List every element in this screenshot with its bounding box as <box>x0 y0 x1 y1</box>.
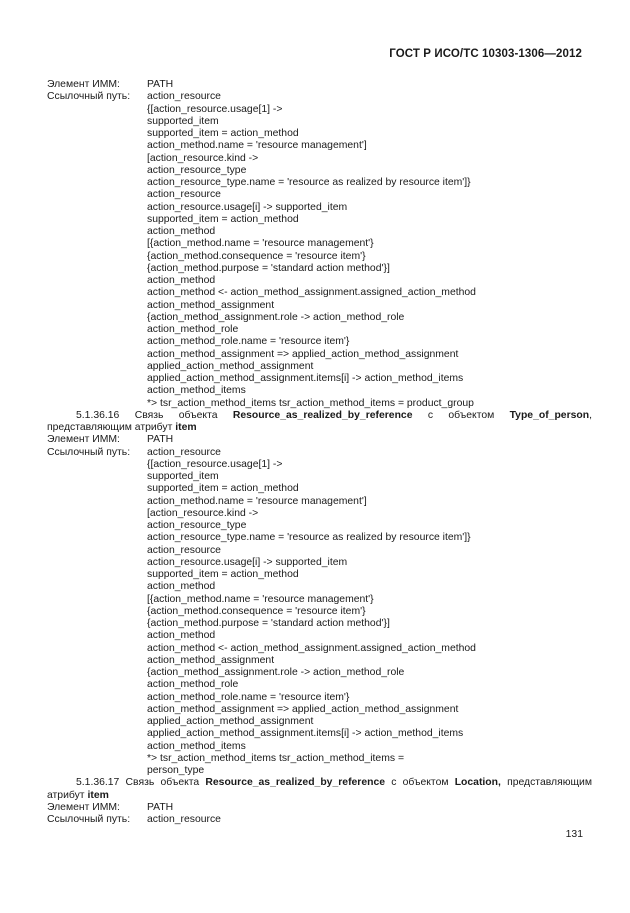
path-line: action_resource <box>147 189 221 201</box>
mapping-block <box>47 802 592 827</box>
element-row <box>47 434 592 446</box>
target-entity-name: Location, <box>454 777 501 789</box>
path-line: applied_action_method_assignment <box>147 360 314 372</box>
reference-path-row <box>47 91 592 103</box>
path-line: supported_item = action_method <box>147 213 299 225</box>
heading-text: с объектом <box>385 777 455 789</box>
path-line: action_method_assignment => applied_action_method_assignment <box>147 348 459 360</box>
path-line: action_method_role <box>147 679 239 691</box>
page-number: 131 <box>565 829 583 840</box>
document-body <box>47 79 592 826</box>
path-line: {action_method_assignment.role -> action_method_role <box>147 311 405 323</box>
path-line: action_method_items <box>147 385 246 397</box>
path-line: action_resource <box>147 544 221 556</box>
path-line: [{action_method.name = 'resource management'} <box>147 238 374 250</box>
path-line: supported_item <box>147 471 219 482</box>
element-value: PATH <box>147 434 174 446</box>
element-value: PATH <box>147 79 174 90</box>
reference-path-label: Ссылочный путь: <box>47 91 131 103</box>
element-label: Элемент ИММ: <box>47 434 120 446</box>
attribute-name: item <box>87 789 109 801</box>
mapping-block <box>47 79 592 410</box>
reference-path-label: Ссылочный путь: <box>47 446 131 458</box>
attribute-name: item <box>175 422 197 433</box>
heading-text: , представляющим атрибут <box>47 409 592 433</box>
path-line: action_method <- action_method_assignment.assigned_action_method <box>147 642 476 654</box>
entity-name: Resource_as_realized_by_reference <box>205 777 386 789</box>
path-line: {[action_resource.usage[1] -> <box>147 458 283 470</box>
element-row <box>47 79 592 91</box>
path-line: action_resource <box>147 814 221 825</box>
heading-text: Связь объекта <box>119 777 206 789</box>
path-line: action_method <- action_method_assignment.assigned_action_method <box>147 287 476 299</box>
reference-path-label: Ссылочный путь: <box>47 814 131 825</box>
element-label: Элемент ИММ: <box>47 79 120 90</box>
path-line: action_method_items <box>147 740 246 752</box>
reference-path-row <box>47 814 592 826</box>
path-line: {action_method.consequence = 'resource item'} <box>147 605 366 617</box>
path-line: supported_item = action_method <box>147 569 299 580</box>
path-line: {action_method.consequence = 'resource item'} <box>147 250 366 262</box>
path-line: {[action_resource.usage[1] -> <box>147 103 283 115</box>
path-line: person_type <box>147 765 205 776</box>
path-line: action_resource <box>147 91 221 103</box>
path-line: action_resource_type.name = 'resource as realized by resource item']} <box>147 532 471 544</box>
section-heading <box>47 410 592 435</box>
path-line: action_method_role <box>147 324 239 335</box>
path-line: action_resource_type <box>147 520 247 531</box>
path-line: supported_item <box>147 115 219 127</box>
path-line: action_method <box>147 275 216 286</box>
entity-name: Resource_as_realized_by_reference <box>232 409 413 421</box>
path-line: action_method.name = 'resource management'] <box>147 495 367 507</box>
path-line: action_resource.usage[i] -> supported_item <box>147 201 348 213</box>
path-line: applied_action_method_assignment.items[i] -> action_method_items <box>147 373 464 384</box>
heading-text: представляющим атрибут <box>47 777 592 801</box>
path-line: action_method_assignment => applied_action_method_assignment <box>147 703 459 715</box>
path-line: [{action_method.name = 'resource management'} <box>147 593 374 605</box>
path-line: action_method.name = 'resource management'] <box>147 140 367 152</box>
page-header-standard-id: ГОСТ Р ИСО/ТС 10303-1306—2012 <box>389 48 582 60</box>
path-line: action_method <box>147 581 216 593</box>
path-line: {action_method.purpose = 'standard action method'}] <box>147 618 390 629</box>
reference-path-row <box>47 447 592 459</box>
path-line: action_method <box>147 630 216 642</box>
path-line: action_method_role.name = 'resource item'} <box>147 691 350 703</box>
element-value: PATH <box>147 801 174 813</box>
path-line: [action_resource.kind -> <box>147 507 259 519</box>
section-number: 5.1.36.17 <box>76 777 120 789</box>
path-line: supported_item = action_method <box>147 483 299 495</box>
path-line: action_resource.usage[i] -> supported_item <box>147 556 348 568</box>
section-heading <box>47 777 592 802</box>
heading-text: с объектом <box>412 409 510 421</box>
path-line: {action_method_assignment.role -> action_method_role <box>147 667 405 678</box>
target-entity-name: Type_of_person <box>509 409 590 421</box>
path-line: action_method_assignment <box>147 299 275 311</box>
path-line: applied_action_method_assignment.items[i] -> action_method_items <box>147 728 464 740</box>
path-line: action_method <box>147 226 216 237</box>
section-number: 5.1.36.16 <box>76 409 120 421</box>
path-line: action_method_role.name = 'resource item'} <box>147 336 350 348</box>
path-line: action_method_assignment <box>147 654 275 666</box>
path-line: [action_resource.kind -> <box>147 152 259 164</box>
path-line: applied_action_method_assignment <box>147 716 314 727</box>
mapping-block <box>47 434 592 777</box>
path-line: action_resource_type.name = 'resource as realized by resource item']} <box>147 177 471 188</box>
path-line: action_resource_type <box>147 164 247 176</box>
element-label: Элемент ИММ: <box>47 801 120 813</box>
path-line: *> tsr_action_method_items tsr_action_method_items = <box>147 752 405 764</box>
path-line: *> tsr_action_method_items tsr_action_method_items = product_group <box>147 397 474 409</box>
path-line: {action_method.purpose = 'standard action method'}] <box>147 262 390 274</box>
path-line: action_resource <box>147 446 221 458</box>
heading-text: Связь объекта <box>119 409 233 421</box>
element-row <box>47 802 592 814</box>
path-line: supported_item = action_method <box>147 128 299 139</box>
